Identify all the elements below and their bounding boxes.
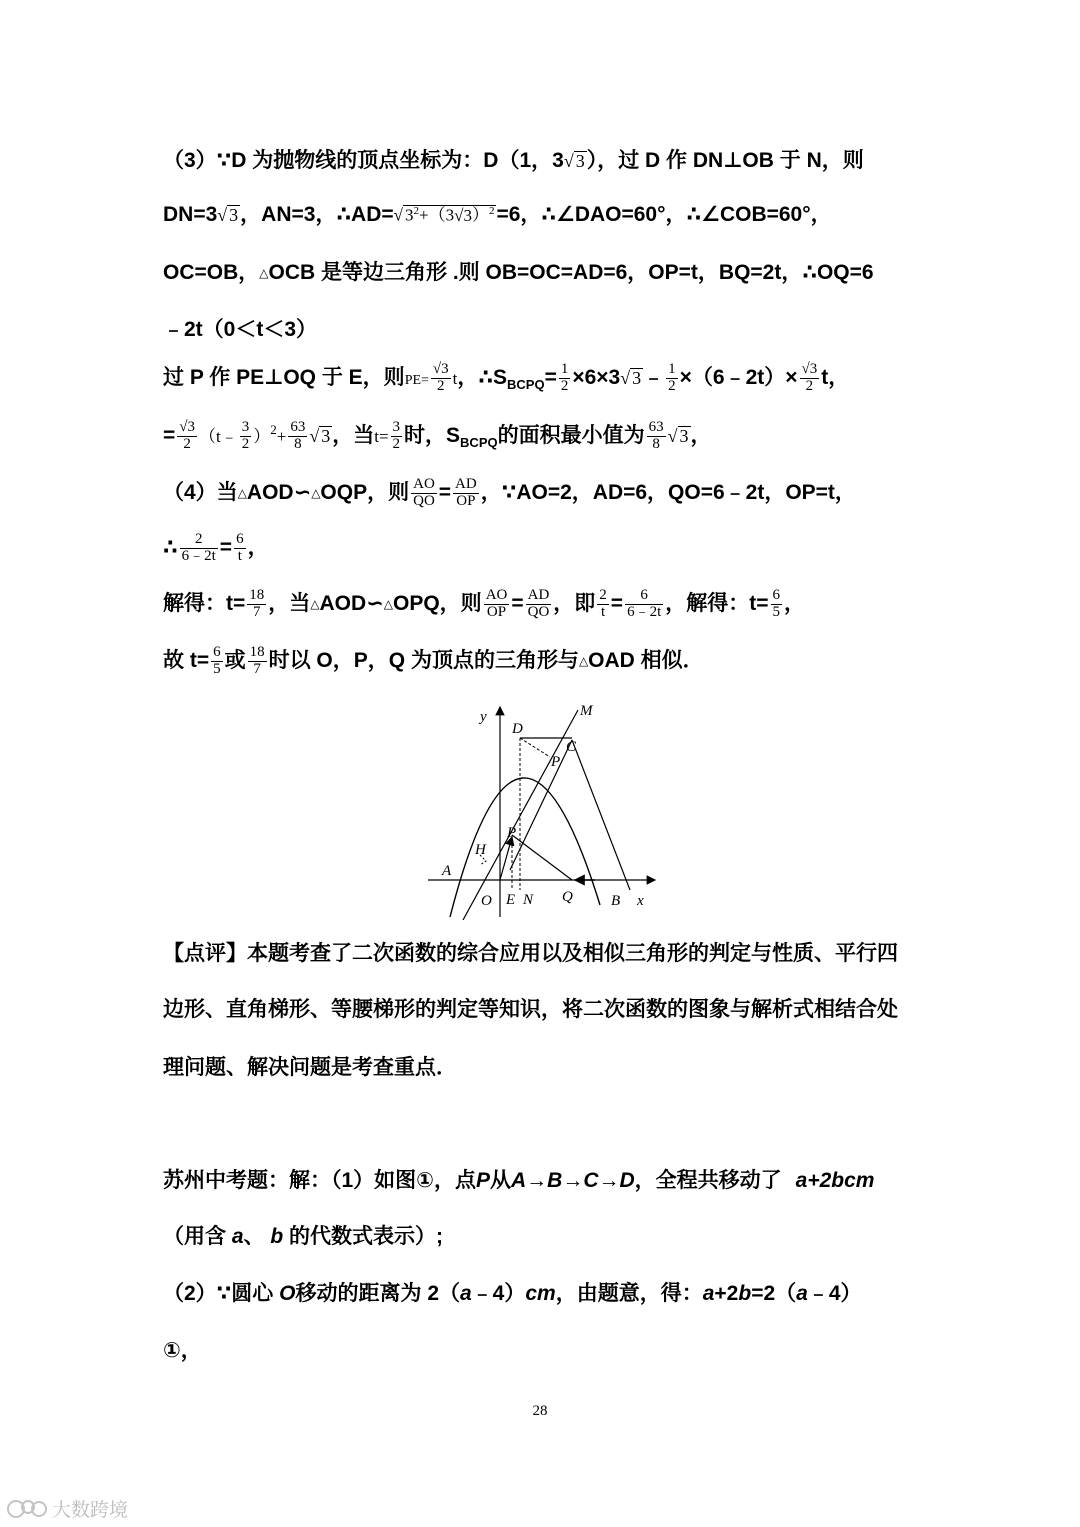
label-y: y — [480, 709, 487, 725]
p3-line1: （3）∵D 为抛物线的顶点坐标为：D（1，3√ 3），过 D 作 DN⊥OB 于 N，则 — [163, 149, 864, 172]
p3-line5: 过 P 作 PE⊥OQ 于 E，则PE= $\frac{√3}{2}$ t，$\therefore S_{BCPQ}=$ $\frac{1}{2}$ ×6×3√ 3﹣ $\frac{1}{2}$ ×（6﹣2t）× $\frac{√3}{2}$ t， — [163, 361, 850, 394]
fraction-18-over-7: $\frac{18}{7}$ — [249, 644, 265, 677]
label-b: B — [611, 893, 621, 909]
label-m: M — [580, 703, 593, 719]
fraction-6-over-t: $\frac{6}{t}$ — [236, 531, 244, 564]
fraction-sqrt3-over-2: $\frac{√3}{2}$ — [179, 419, 195, 452]
label-h: H — [475, 842, 486, 858]
label-o: O — [481, 893, 492, 909]
suzhou-line1: 苏州中考题：解：（1）如图①，点P从A→B→C→D，全程共移动了 a+2bcm — [163, 1169, 875, 1192]
fraction-6-over-5: $\frac{6}{5}$ — [772, 587, 780, 620]
fraction-63-over-8: $\frac{63}{8}$ — [290, 419, 306, 452]
fraction-ao-over-op: $\frac{AO}{OP}$ — [485, 587, 508, 620]
fraction-ad-over-qo: $\frac{AD}{QO}$ — [527, 587, 550, 620]
p4-line4: 故 t= $\frac{6}{5}$ 或 $\frac{18}{7}$ 时以 O，P，Q 为顶点的三角形与△OAD 相似． — [163, 644, 704, 677]
fraction-1-over-2: $\frac{1}{2}$ — [668, 361, 676, 394]
fraction-3-over-2: $\frac{3}{2}$ — [392, 419, 401, 452]
arrow-op — [500, 837, 512, 880]
p4-line2: ∴ $\frac{2}{6﹣2t}$ = $\frac{6}{t}$ ， — [163, 531, 269, 564]
sqrt-ad-expression: √ $3^2+(3√3)^2$ — [393, 205, 495, 225]
label-x: x — [637, 893, 644, 909]
fraction-ao-over-qo: $\frac{AO}{QO}$ — [413, 476, 435, 509]
fraction-2-over-6-2t: $\frac{2}{6﹣2t}$ — [181, 531, 216, 564]
label-p: P — [507, 825, 517, 841]
brand-logo-icon — [6, 1494, 48, 1522]
watermark — [6, 1492, 128, 1524]
suzhou-line3: （2）∵圆心 O移动的距离为 2（a﹣4）cm，由题意，得：a+2b=2（a﹣4） — [163, 1282, 862, 1305]
dashed-dp — [520, 738, 550, 757]
suzhou-line2: （用含 a、 b 的代数式表示）; — [163, 1225, 444, 1248]
parabola-figure — [420, 695, 660, 920]
line-cb — [572, 740, 630, 890]
sqrt-3: √ 3 — [217, 205, 239, 225]
p3-line6: = $\frac{√3}{2}$ （t﹣ $\frac{3}{2}$ ）$^2$+ $\frac{63}{8}$ √ 3，当t= $\frac{3}{2}$ 时，$S_{BCPQ}$的面积最小值为 $\frac{63}{8}$ √ 3， — [163, 419, 712, 452]
comment-line2: 边形、直角梯形、等腰梯形的判定等知识，将二次函数的图象与解析式相结合处 — [163, 998, 898, 1021]
label-p-top: P — [551, 754, 561, 770]
fraction-6-over-6-2t: $\frac{6}{6﹣2t}$ — [627, 587, 662, 620]
fraction-3-over-2: $\frac{3}{2}$ — [241, 419, 250, 452]
p3-line4: ﹣2t（0＜t＜3） — [163, 318, 318, 341]
p4-line1: （4）当△AOD∽△OQP，则 $\frac{AO}{QO}$ = $\frac{AD}{OP}$ ，∵AO=2，AD=6，QO=6﹣2t，OP=t， — [163, 476, 856, 509]
label-n: N — [523, 892, 534, 908]
suzhou-line4: ①， — [163, 1339, 202, 1362]
fraction-sqrt3-over-2: $\frac{√3}{2}$ — [432, 361, 449, 394]
comment-line1: 【点评】本题考查了二次函数的综合应用以及相似三角形的判定与性质、平行四 — [163, 942, 898, 965]
p3-line2: DN=3√ 3，AN=3，∴AD=√ $3^2+(3√3)^2=6$，∴∠DAO=60°，∴∠COB=60°， — [163, 203, 832, 226]
fraction-18-over-7: $\frac{18}{7}$ — [249, 587, 265, 620]
label-d: D — [512, 721, 523, 737]
fraction-ad-over-op: $\frac{AD}{OP}$ — [455, 476, 477, 509]
watermark-text: 大数跨境 — [52, 1498, 129, 1521]
label-q: Q — [562, 889, 573, 905]
label-c: C — [566, 739, 577, 755]
label-a: A — [442, 863, 452, 879]
p4-line3: 解得：t= $\frac{18}{7}$ ，当△AOD∽△OPQ，则 $\frac{AO}{OP}$ = $\frac{AD}{QO}$ ，即 $\frac{2}{t}$ = $\frac{6}{6﹣2t}$ ，解得：t= $\frac{6}{5}$ ， — [163, 587, 805, 620]
fraction-sqrt3-over-2: $\frac{√3}{2}$ — [801, 361, 818, 394]
fraction-1-over-2: $\frac{1}{2}$ — [560, 361, 569, 394]
comment-line3: 理问题、解决问题是考查重点． — [163, 1056, 457, 1079]
fraction-6-over-5: $\frac{6}{5}$ — [213, 644, 221, 677]
sqrt-3: √ 3 — [563, 151, 585, 171]
fraction-2-over-t: $\frac{2}{t}$ — [599, 587, 607, 620]
label-e: E — [506, 892, 516, 908]
p3-line3: OC=OB，△OCB 是等边三角形 .则 OB=OC=AD=6，OP=t，BQ=2t，∴OQ=6 — [163, 261, 874, 284]
page-number: 28 — [532, 1403, 548, 1419]
segment-pq — [512, 835, 572, 880]
line-bc — [510, 740, 572, 870]
fraction-63-over-8: $\frac{63}{8}$ — [648, 419, 664, 452]
